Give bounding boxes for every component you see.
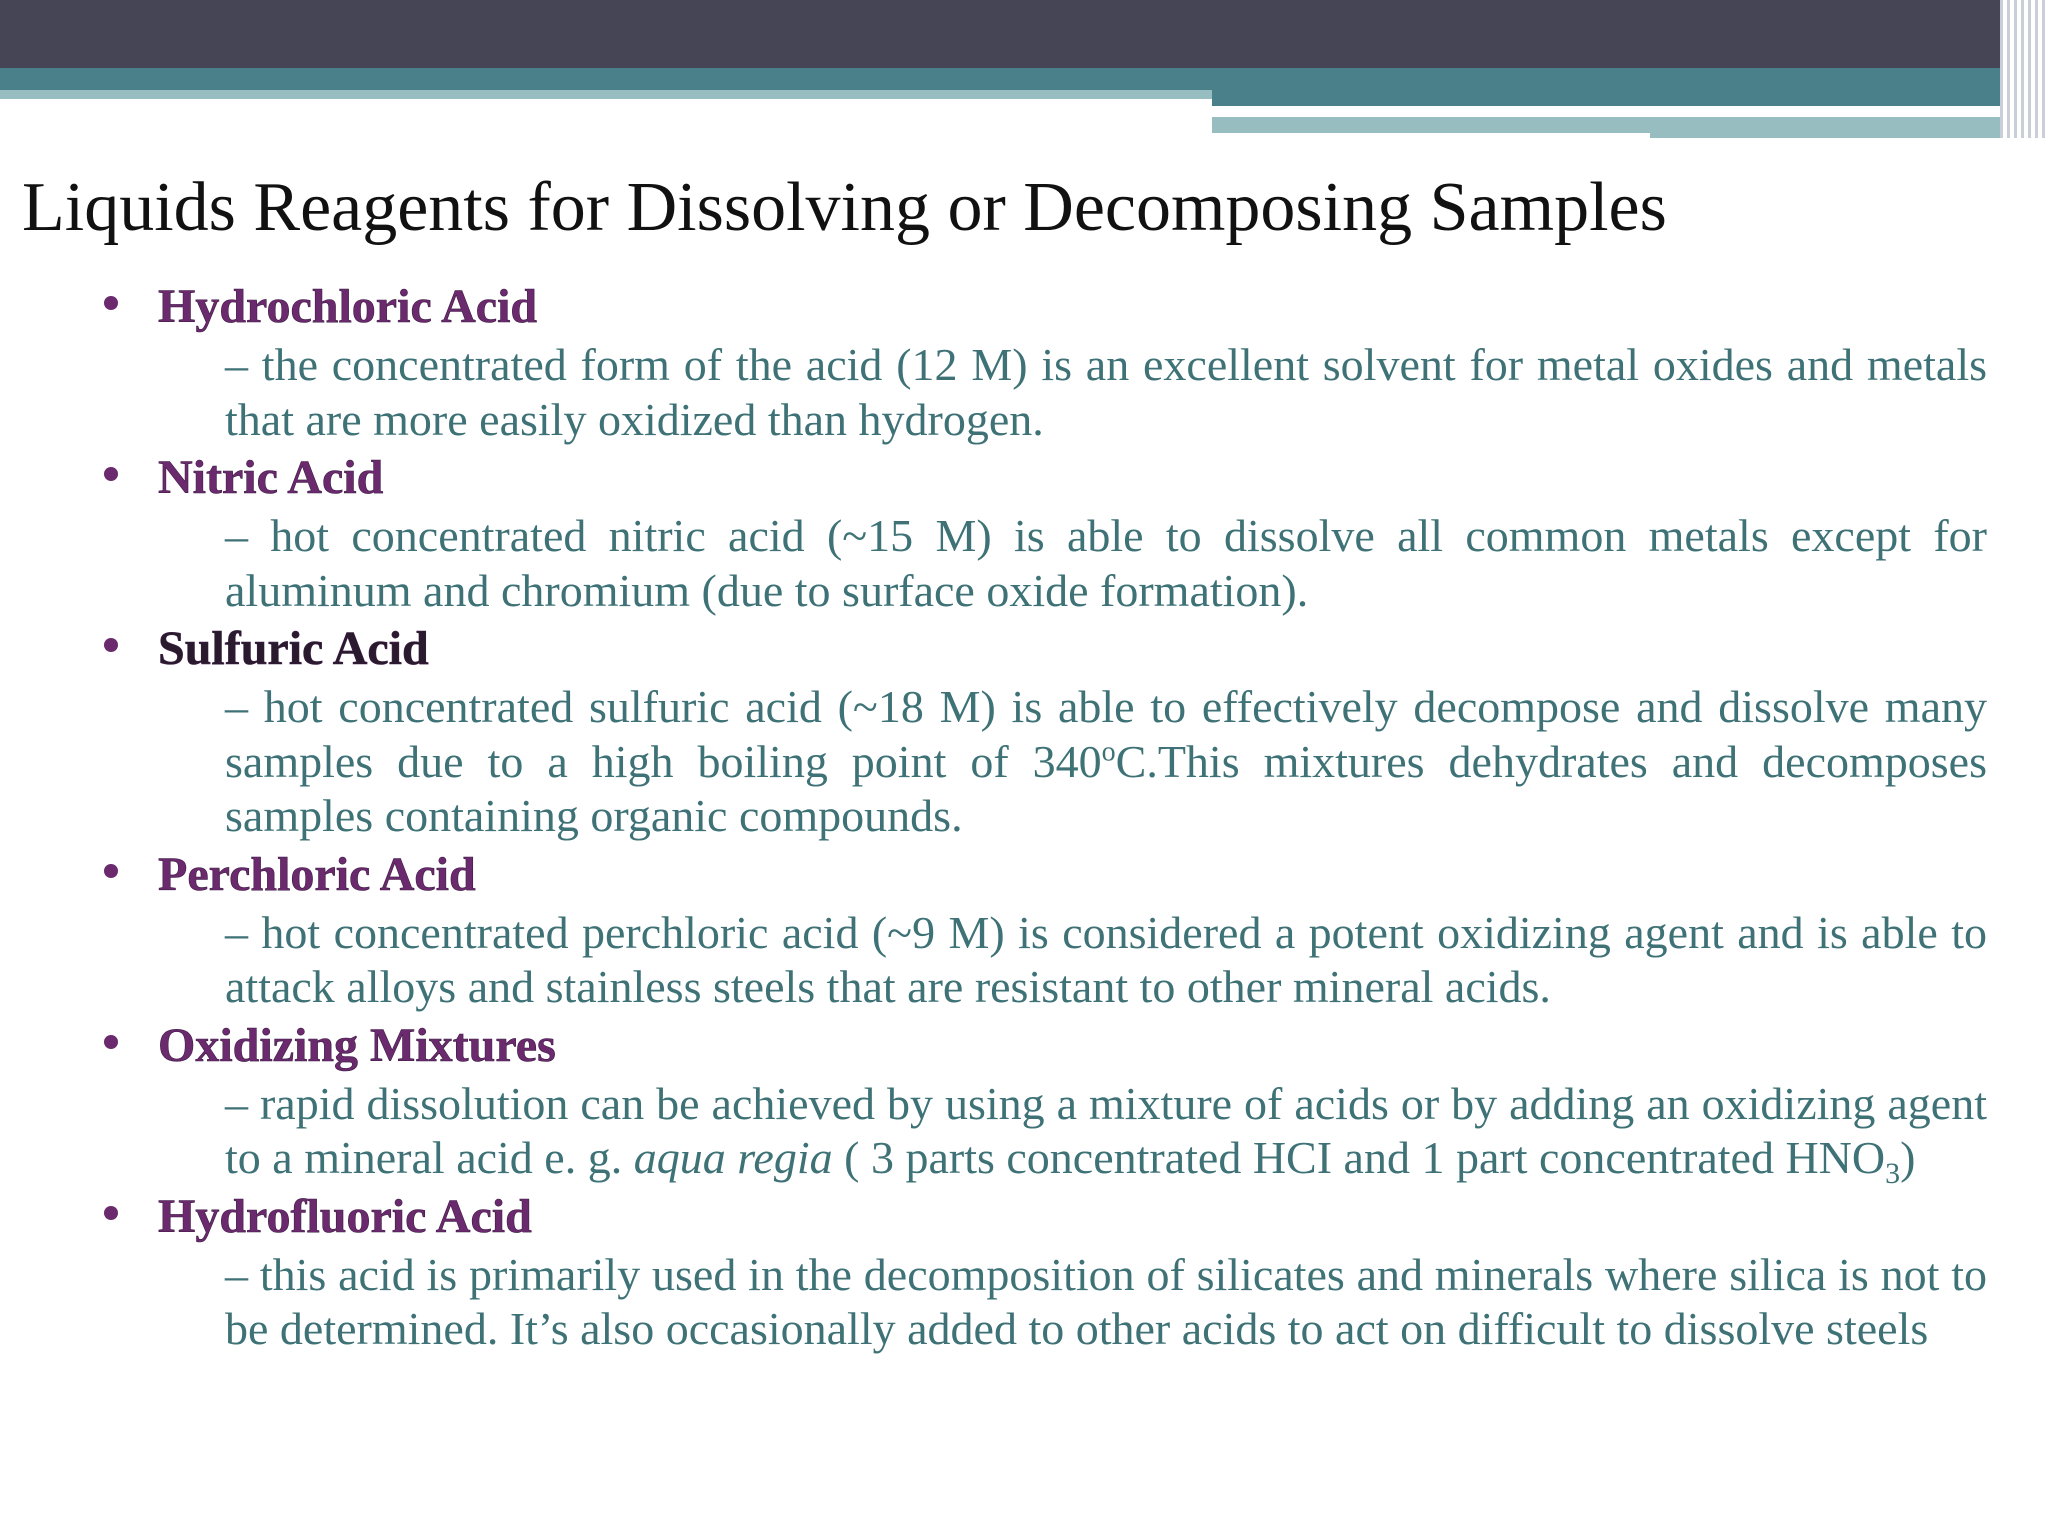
list-item-hydrochloric bbox=[0, 276, 2048, 447]
header-bar-right-teal bbox=[1212, 90, 2012, 106]
item-description: – hot concentrated perchloric acid (~9 M) is considered a potent oxidizing agent and is able to attack alloys and stainless steels that are resistant to other mineral acids. bbox=[225, 906, 1987, 1012]
slide-title: Liquids Reagents for Dissolving or Decomposing Samples bbox=[22, 169, 1667, 246]
item-heading: Nitric Acid bbox=[158, 451, 384, 504]
item-description bbox=[225, 680, 1987, 844]
item-heading: Hydrofluoric Acid bbox=[158, 1189, 532, 1243]
bullet-icon bbox=[104, 467, 118, 481]
item-heading: Sulfuric Acid bbox=[158, 622, 429, 675]
header-bar-light bbox=[0, 90, 1212, 99]
item-description: – hot concentrated nitric acid (~15 M) is able to dissolve all common metals except for aluminum and chromium (due to surface oxide formation). bbox=[225, 510, 1987, 616]
header-stripes-decoration bbox=[2000, 0, 2048, 138]
reagent-list bbox=[0, 276, 2048, 1357]
item-heading: Perchloric Acid bbox=[158, 847, 476, 901]
list-item-oxidizing-mixtures bbox=[0, 1015, 2048, 1191]
bullet-icon bbox=[104, 296, 118, 310]
list-item-sulfuric bbox=[0, 618, 2048, 844]
bullet-icon bbox=[104, 1035, 118, 1049]
list-item-nitric bbox=[0, 447, 2048, 618]
subscript: 3 bbox=[1885, 1157, 1901, 1191]
bullet-icon bbox=[104, 864, 118, 878]
item-description-part: ( 3 parts concentrated HCI and 1 part concentrated HNO bbox=[832, 1132, 1886, 1183]
list-item-hydrofluoric bbox=[0, 1186, 2048, 1357]
item-description-part: C.This mixtures dehydrates and decomposes samples containing organic compounds. bbox=[225, 735, 1987, 841]
header-bar-right-white bbox=[1212, 110, 1897, 115]
header-bar-right-light-short bbox=[1650, 130, 2012, 138]
degree-superscript: o bbox=[1101, 736, 1116, 768]
header-bar-dark bbox=[0, 0, 2048, 68]
header-bar-teal bbox=[0, 68, 2048, 90]
item-description: – the concentrated form of the acid (12 M) is an excellent solvent for metal oxides and metals that are more easily oxidized than hydrogen. bbox=[225, 339, 1987, 445]
item-description bbox=[225, 1077, 1987, 1191]
item-description-part: – rapid dissolution can be achieved by using a mixture of acids or by adding an oxidizing agent to a mineral acid e. g. bbox=[225, 1077, 1987, 1183]
item-heading: Oxidizing Mixtures bbox=[158, 1018, 556, 1072]
bullet-icon bbox=[104, 638, 118, 652]
list-item-perchloric bbox=[0, 844, 2048, 1015]
item-description-part: ) bbox=[1900, 1132, 1916, 1183]
item-description-part: – hot concentrated sulfuric acid (~18 M) is able to effectively decompose and dissolve many samples due to a high boiling point of 340 bbox=[225, 681, 1987, 787]
bullet-icon bbox=[104, 1206, 118, 1220]
item-description: – this acid is primarily used in the decomposition of silicates and minerals where silica is not to be determined. It’s also occasionally added to other acids to act on difficult to dissolve steels bbox=[225, 1248, 1987, 1354]
item-heading: Hydrochloric Acid bbox=[158, 280, 538, 333]
italic-term: aqua regia bbox=[633, 1132, 833, 1183]
